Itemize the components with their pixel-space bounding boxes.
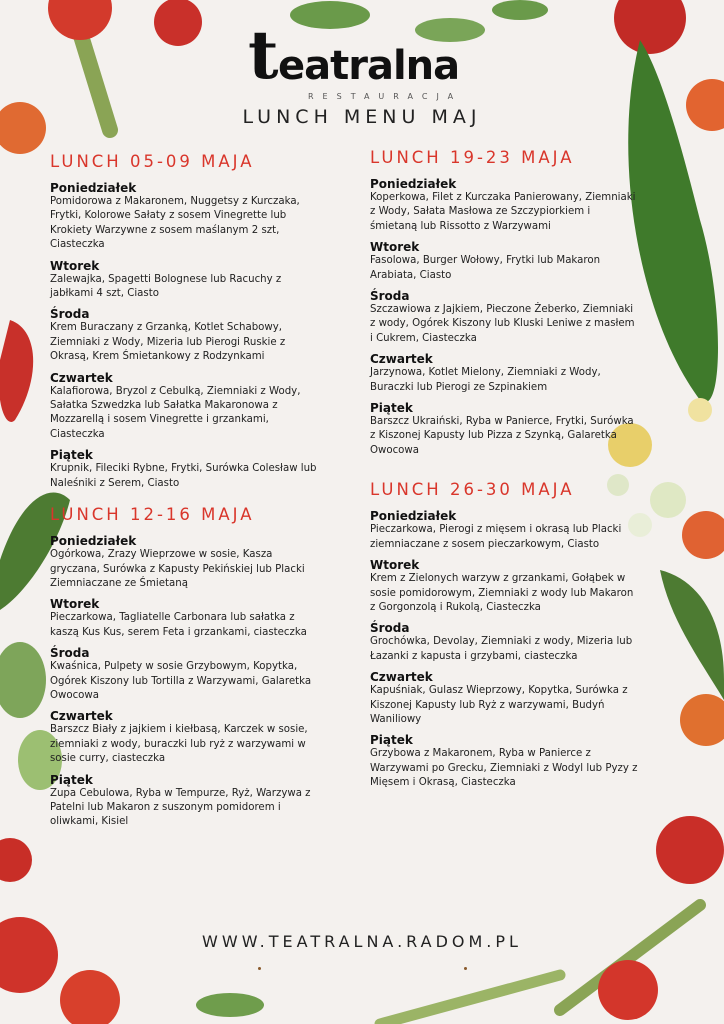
week-title: LUNCH 05-09 MAJA xyxy=(50,152,255,171)
week-title: LUNCH 26-30 MAJA xyxy=(370,480,575,500)
logo-subtitle: RESTAURACJA xyxy=(308,92,463,101)
day-menu: Grochówka, Devolay, Ziemniaki z wody, Mizeria lub Łazanki z kapusta i grzybami, ciasteczka xyxy=(370,636,633,662)
day-menu: Pieczarkowa, Pierogi z mięsem i okrasą lub Placki ziemniaczane z sosem pieczarkowym, Ciasto xyxy=(370,524,622,550)
day-menu: Zupa Cebulowa, Ryba w Tempurze, Ryż, Warzywa z Patelni lub Makaron z suszonym pomidorem i oliwkami, Kisiel xyxy=(50,787,311,828)
day-name: Poniedziałek xyxy=(50,534,137,549)
day-menu: Kalafiorowa, Bryzol z Cebulką, Ziemniaki z Wody, Sałatka Szwedzka lub Sałatka Makaronowa z Mozzarellą i sosem Vinegrette i grzankami, Ciasteczka xyxy=(50,385,301,440)
day-name: Czwartek xyxy=(370,670,433,685)
day-menu: Barszcz Biały z jajkiem i kiełbasą, Karczek w sosie, ziemniaki z wody, buraczki lub ryż z warzywami w sosie curry, ciasteczka xyxy=(50,724,308,765)
day-name: Poniedziałek xyxy=(370,177,457,191)
day-menu: Kwaśnica, Pulpety w sosie Grzybowym, Kopytka, Ogórek Kiszony lub Tortilla z Warzywami, Galaretka Owocowa xyxy=(50,661,312,701)
website-link[interactable]: WWW.TEATRALNA.RADOM.PL xyxy=(202,932,522,951)
red-pepper-icon xyxy=(0,320,33,422)
day-name: Środa xyxy=(370,621,410,636)
menu-column-left xyxy=(50,152,320,830)
day-menu: Szczawiowa z Jajkiem, Pieczone Żeberko, Ziemniaki z wody, Ogórek Kiszony lub Kluski Leniwe z masłem i Cukrem, Ciasteczka xyxy=(370,304,635,344)
day-menu: Pieczarkowa, Tagliatelle Carbonara lub sałatka z kaszą Kus Kus, serem Feta i grzankami, ciasteczka xyxy=(50,612,307,638)
day-menu: Krem Buraczany z Grzanką, Kotlet Schabowy, Ziemniaki z Wody, Mizeria lub Pierogi Ruskie z Okrasą, Krem Śmietankowy z Rodzynkami xyxy=(50,322,286,363)
day-menu: Krem z Zielonych warzyw z grzankami, Gołąbek w sosie pomidorowym, Ziemniaki z wody lub Makaron z Gorgonzolą i Rukolą, Ciasteczka xyxy=(370,573,634,613)
day-name: Czwartek xyxy=(50,370,113,385)
restaurant-logo xyxy=(248,16,486,101)
week-section xyxy=(50,152,320,491)
day-name: Wtorek xyxy=(50,597,100,612)
decor-dot xyxy=(464,967,467,970)
day-menu: Krupnik, Fileciki Rybne, Frytki, Surówka Colesław lub Naleśniki z Serem, Ciasto xyxy=(50,463,317,489)
day-name: Wtorek xyxy=(370,558,420,573)
day-menu: Kapuśniak, Gulasz Wieprzowy, Kopytka, Surówka z Kiszonej Kapusty lub Ryż z warzywami, Budyń Waniliowy xyxy=(370,685,628,725)
page-title: LUNCH MENU MAJ xyxy=(242,106,482,128)
day-name: Piątek xyxy=(50,772,93,787)
day-name: Piątek xyxy=(50,448,93,463)
day-name: Czwartek xyxy=(370,352,433,367)
day-name: Środa xyxy=(50,307,90,322)
day-name: Środa xyxy=(50,646,90,661)
week-section xyxy=(370,480,640,790)
day-name: Poniedziałek xyxy=(50,181,137,195)
day-name: Poniedziałek xyxy=(370,509,457,524)
day-name: Czwartek xyxy=(50,709,113,724)
week-section xyxy=(50,505,320,830)
day-name: Wtorek xyxy=(50,258,100,273)
day-name: Wtorek xyxy=(370,240,420,255)
week-title: LUNCH 19-23 MAJA xyxy=(370,148,575,167)
day-menu: Barszcz Ukraiński, Ryba w Panierce, Frytki, Surówka z Kiszonej Kapusty lub Pizza z Szynką, Galaretka Owocowa xyxy=(370,416,634,456)
day-name: Środa xyxy=(370,289,410,304)
day-name: Piątek xyxy=(370,733,413,748)
logo-letter-t: t xyxy=(248,16,279,94)
day-menu: Fasolowa, Burger Wołowy, Frytki lub Makaron Arabiata, Ciasto xyxy=(370,255,601,281)
day-name: Piątek xyxy=(370,401,413,416)
menu-column-right xyxy=(370,148,640,791)
week-section xyxy=(370,148,640,458)
day-menu: Jarzynowa, Kotlet Mielony, Ziemniaki z Wody, Buraczki lub Pierogi ze Szpinakiem xyxy=(370,367,601,393)
day-menu: Zalewajka, Spagetti Bolognese lub Racuchy z jabłkami 4 szt, Ciasto xyxy=(50,273,282,300)
week-title: LUNCH 12-16 MAJA xyxy=(50,505,255,525)
day-menu: Pomidorowa z Makaronem, Nuggetsy z Kurczaka, Frytki, Kolorowe Sałaty z sosem Vinegrette lub Krokiety Warzywne z sosem maślanym 2 szt, Ciasteczka xyxy=(50,196,300,251)
day-menu: Grzybowa z Makaronem, Ryba w Panierce z Warzywami po Grecku, Ziemniaki z Wodyl lub Pyzy z Mięsem i Okrasą, Ciasteczka xyxy=(370,748,638,789)
logo-wordmark: eatralna xyxy=(278,43,460,89)
day-menu: Koperkowa, Filet z Kurczaka Panierowany, Ziemniaki z Wody, Sałata Masłowa ze Szczypiorkiem i śmietaną lub Rissotto z Warzywami xyxy=(370,192,636,232)
decor-dot xyxy=(258,967,261,970)
day-menu: Ogórkowa, Zrazy Wieprzowe w sosie, Kasza gryczana, Surówka z Kapusty Pekińskiej lub Placki Ziemniaczane ze Śmietaną xyxy=(50,549,305,589)
